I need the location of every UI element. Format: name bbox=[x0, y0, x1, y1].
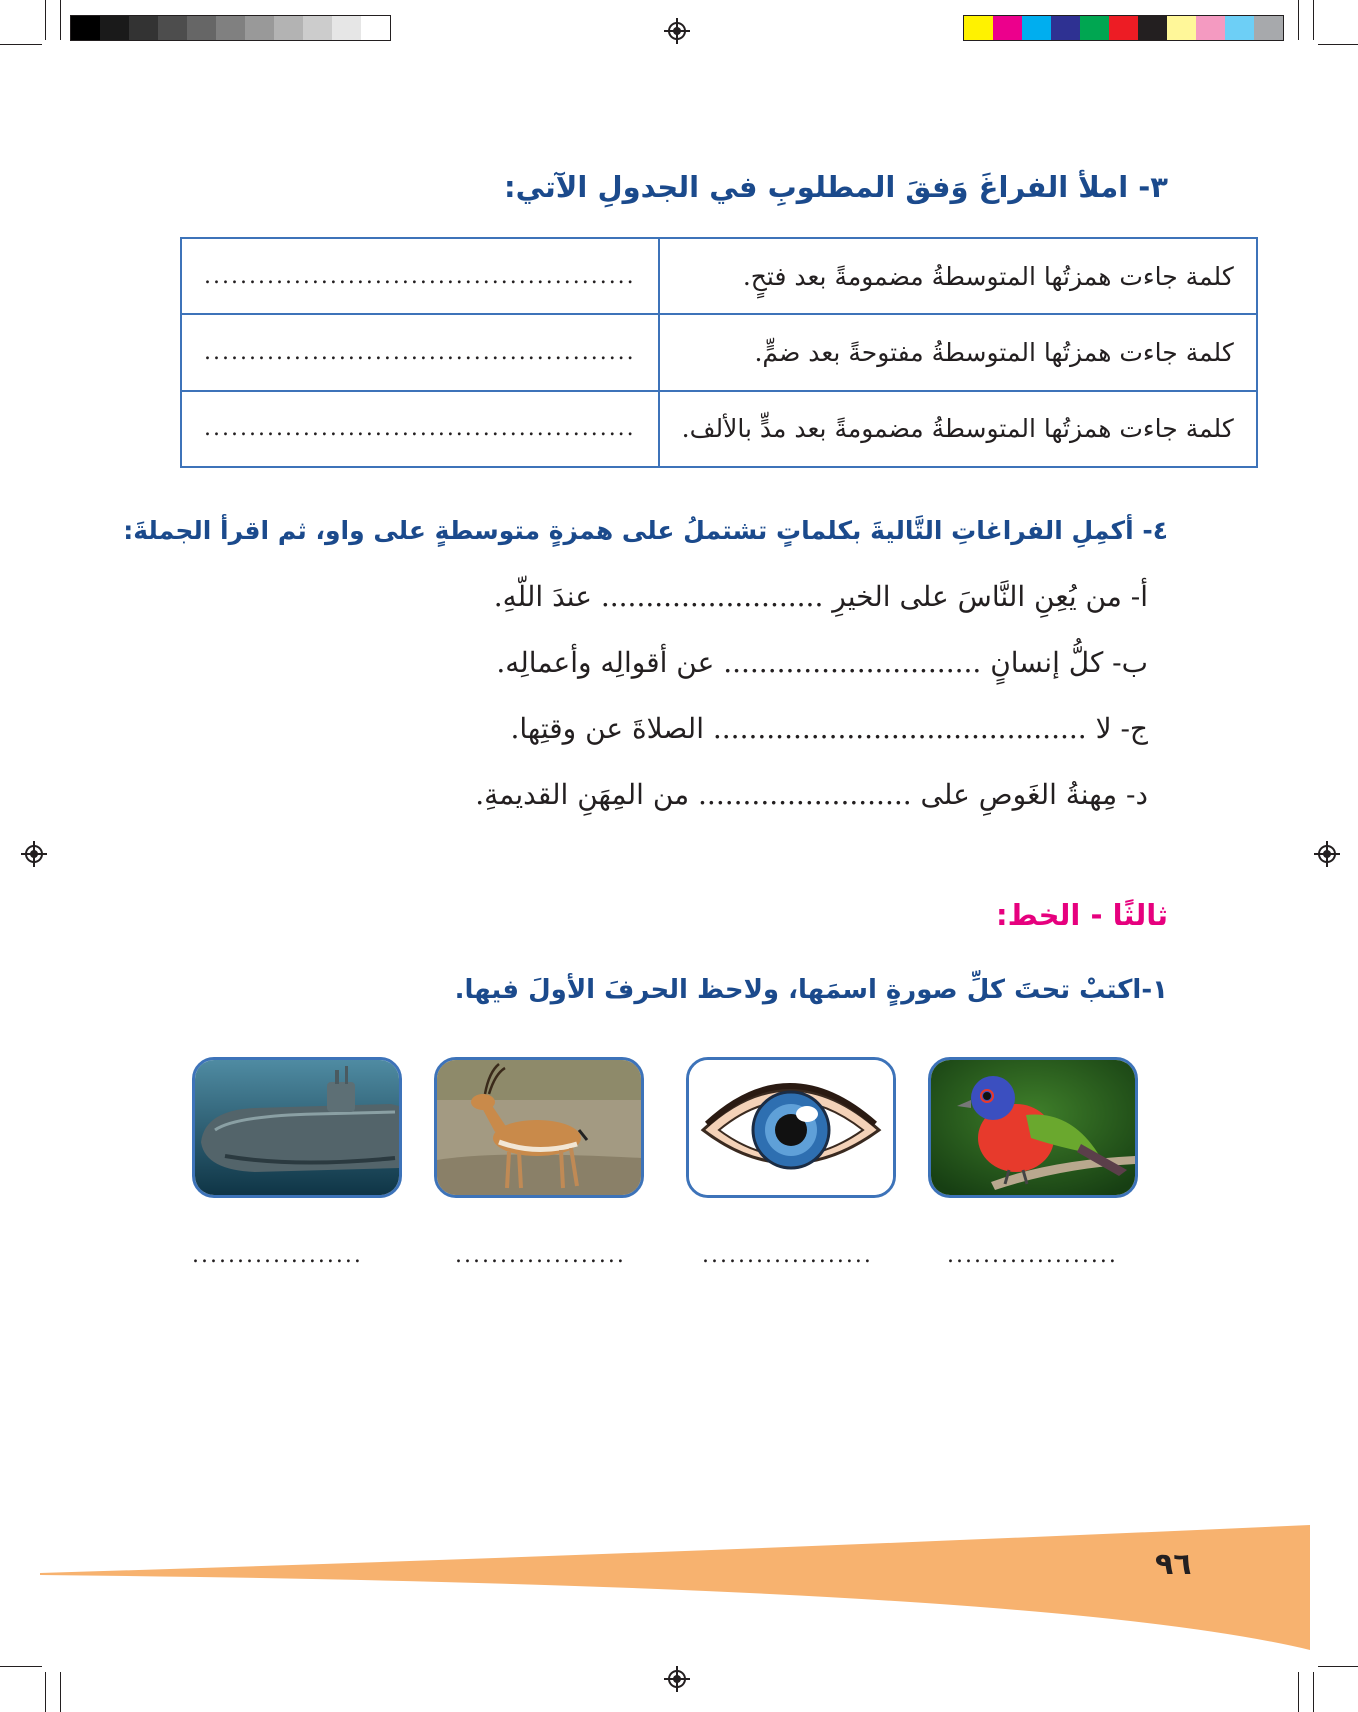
swatch bbox=[129, 16, 158, 40]
picture-answer-blank[interactable]: ................... bbox=[947, 1243, 1118, 1268]
swatch bbox=[1138, 16, 1167, 40]
table-row bbox=[181, 391, 1257, 467]
table-prompt: كلمة جاءت همزتُها المتوسطةُ مفتوحةً بعد ضمٍّ. bbox=[659, 314, 1257, 390]
eye-image bbox=[686, 1057, 896, 1198]
color-bar bbox=[963, 15, 1284, 41]
crop-mark bbox=[1313, 0, 1314, 40]
crop-mark bbox=[45, 0, 46, 40]
swatch bbox=[361, 16, 390, 40]
exercise3-heading: ٣- املأ الفراغَ وَفقَ المطلوبِ في الجدولِ الآتي: bbox=[503, 170, 1168, 204]
swatch bbox=[993, 16, 1022, 40]
footer-band bbox=[40, 1525, 1320, 1655]
eye-illustration bbox=[689, 1060, 893, 1195]
gazelle-image bbox=[434, 1057, 644, 1198]
crop-mark bbox=[1298, 0, 1299, 40]
crop-mark bbox=[1318, 1666, 1358, 1667]
section3-heading: ثالثًا - الخط: bbox=[995, 898, 1168, 932]
swatch bbox=[274, 16, 303, 40]
crop-mark bbox=[1318, 44, 1358, 45]
answer-table bbox=[180, 237, 1258, 468]
exercise4-heading: ٤- أكمِلِ الفراغاتِ التَّاليةَ بكلماتٍ تشتملُ على همزةٍ متوسطةٍ على واو، ثم اقرأ الجملةَ: bbox=[123, 516, 1168, 545]
swatch bbox=[187, 16, 216, 40]
page-number: ٩٦ bbox=[1155, 1547, 1192, 1582]
swatch bbox=[1051, 16, 1080, 40]
swatch bbox=[964, 16, 993, 40]
handwriting-exercise-heading: ١-اكتبْ تحتَ كلِّ صورةٍ اسمَها، ولاحظ الحرفَ الأولَ فيها. bbox=[454, 975, 1168, 1005]
crop-mark bbox=[45, 1672, 46, 1712]
crop-mark bbox=[60, 0, 61, 40]
swatch bbox=[332, 16, 361, 40]
registration-mark bbox=[25, 845, 43, 863]
crop-mark bbox=[1298, 1672, 1299, 1712]
swatch bbox=[1022, 16, 1051, 40]
swatch bbox=[100, 16, 129, 40]
swatch bbox=[1196, 16, 1225, 40]
crop-mark bbox=[60, 1672, 61, 1712]
swatch bbox=[71, 16, 100, 40]
crop-mark bbox=[1313, 1672, 1314, 1712]
gazelle-illustration bbox=[437, 1060, 641, 1195]
table-row bbox=[181, 314, 1257, 390]
registration-mark bbox=[1318, 845, 1336, 863]
registration-mark bbox=[668, 1670, 686, 1688]
picture-answer-blank[interactable]: ................... bbox=[455, 1243, 626, 1268]
swatch bbox=[303, 16, 332, 40]
swatch bbox=[1167, 16, 1196, 40]
answer-blank[interactable]: ................................................ bbox=[181, 238, 659, 314]
fill-sentence-c: ج- لا .......................................... الصلاةَ عن وقتِها. bbox=[510, 712, 1148, 745]
crop-mark bbox=[0, 44, 42, 45]
registration-mark bbox=[668, 22, 686, 40]
answer-blank[interactable]: ................................................ bbox=[181, 391, 659, 467]
fill-sentence-b: ب- كلُّ إنسانٍ ............................. عن أقوالِه وأعمالِه. bbox=[496, 646, 1148, 679]
table-row bbox=[181, 238, 1257, 314]
crop-mark bbox=[0, 1666, 42, 1667]
bird-image bbox=[928, 1057, 1138, 1198]
table-prompt: كلمة جاءت همزتُها المتوسطةُ مضمومةً بعد فتحٍ. bbox=[659, 238, 1257, 314]
picture-answer-blank[interactable]: ................... bbox=[192, 1243, 363, 1268]
fill-sentence-d: د- مِهنةُ الغَوصِ على ........................ من المِهَنِ القديمةِ. bbox=[475, 778, 1148, 811]
swatch bbox=[1254, 16, 1283, 40]
fill-sentence-a: أ- من يُعِنِ النَّاسَ على الخيرِ ......................... عندَ اللّهِ. bbox=[493, 580, 1148, 613]
swatch bbox=[245, 16, 274, 40]
submarine-image bbox=[192, 1057, 402, 1198]
swatch bbox=[158, 16, 187, 40]
swatch bbox=[216, 16, 245, 40]
gray-scale-bar bbox=[70, 15, 391, 41]
swatch bbox=[1225, 16, 1254, 40]
swatch bbox=[1080, 16, 1109, 40]
bird-illustration bbox=[931, 1060, 1135, 1195]
table-prompt: كلمة جاءت همزتُها المتوسطةُ مضمومةً بعد مدٍّ بالألف. bbox=[659, 391, 1257, 467]
swatch bbox=[1109, 16, 1138, 40]
submarine-illustration bbox=[195, 1060, 399, 1195]
answer-blank[interactable]: ................................................ bbox=[181, 314, 659, 390]
picture-answer-blank[interactable]: ................... bbox=[702, 1243, 873, 1268]
